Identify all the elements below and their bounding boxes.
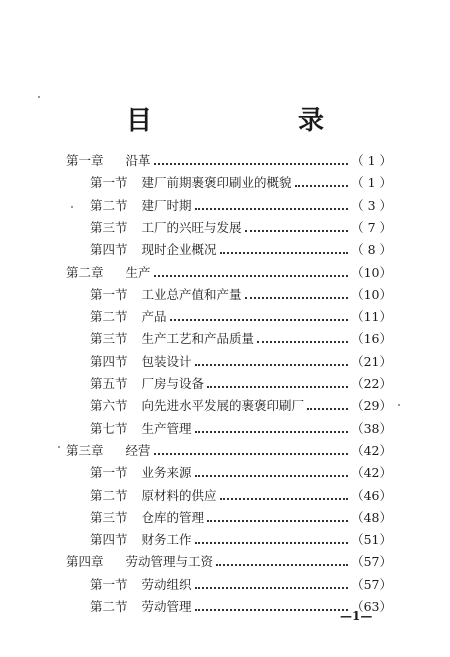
- toc-dot-leader: [295, 185, 349, 187]
- toc-entry-label: 第三节: [90, 509, 128, 525]
- toc-chapter-row: [66, 262, 392, 282]
- toc-dot-leader: [195, 609, 349, 611]
- toc-entry-title: 劳动组织: [141, 576, 192, 592]
- toc-dot-leader: [220, 252, 349, 254]
- toc-entry-label: 第二节: [90, 599, 128, 614]
- toc-entry-title: 厂房与设备: [141, 376, 205, 391]
- toc-dot-leader: [257, 341, 348, 343]
- toc-entry-title: 工业总产值和产量: [141, 286, 242, 302]
- toc-section-row: [90, 306, 392, 326]
- toc-entry-label: 第一节: [90, 286, 128, 302]
- toc-dot-leader: [154, 275, 349, 277]
- toc-dot-leader: [207, 520, 348, 522]
- toc-page-number: （ 1 ）: [351, 153, 392, 168]
- scan-speck: [71, 206, 73, 208]
- toc-page-number: （42）: [351, 442, 392, 458]
- scan-speck: [398, 404, 400, 406]
- toc-page-number: （10）: [351, 264, 392, 280]
- toc-page-number: （42）: [351, 465, 392, 481]
- toc-section-row: [90, 529, 392, 549]
- toc-entry-label: 第四节: [90, 353, 128, 369]
- toc-entry-title: 沿革: [125, 153, 151, 168]
- toc-page-number: （57）: [351, 576, 392, 592]
- toc-section-row: [90, 195, 392, 215]
- toc-section-row: [90, 351, 392, 371]
- toc-entry-title: 建厂前期裹褒印刷业的概貌: [141, 175, 292, 191]
- toc-chapter-row: [66, 551, 392, 571]
- toc-page-number: （46）: [351, 487, 392, 503]
- toc-dot-leader: [245, 230, 349, 232]
- toc-entry-title: 原材料的供应: [141, 487, 217, 503]
- toc-section-row: [90, 395, 392, 415]
- toc-entry-title: 财务工作: [141, 532, 192, 548]
- toc-page-number: （16）: [351, 331, 392, 347]
- toc-chapter-row: [66, 440, 392, 460]
- toc-dot-leader: [195, 475, 349, 477]
- toc-page-number: （ 8 ）: [351, 242, 392, 258]
- toc-page-number: （10）: [351, 286, 392, 302]
- toc-entry-title: 生产: [125, 264, 151, 280]
- toc-entry-title: 仓库的管理: [141, 509, 205, 525]
- toc-dot-leader: [195, 364, 349, 366]
- toc-entry-title: 生产工艺和产品质量: [141, 331, 255, 347]
- toc-page-number: （22）: [351, 376, 392, 391]
- toc-dot-leader: [170, 319, 349, 321]
- toc-page-number: （29）: [351, 398, 392, 414]
- toc-entry-title: 建厂时期: [141, 197, 192, 213]
- page-title: 目 录: [125, 106, 384, 136]
- toc-entry-label: 第三章: [66, 442, 104, 458]
- toc-page-number: （11）: [351, 309, 392, 325]
- toc-dot-leader: [307, 408, 348, 410]
- toc-page-number: （ 7 ）: [351, 219, 392, 235]
- scan-speck: [38, 96, 40, 98]
- toc-dot-leader: [154, 453, 349, 455]
- toc-entry-label: 第四节: [90, 532, 128, 548]
- toc-dot-leader: [207, 386, 348, 388]
- toc-entry-label: 第四节: [90, 242, 128, 258]
- toc-dot-leader: [195, 587, 349, 589]
- toc-entry-label: 第二章: [66, 264, 104, 280]
- toc-entry-title: 业务来源: [141, 465, 192, 481]
- toc-entry-label: 第三节: [90, 219, 128, 235]
- toc-entry-label: 第一章: [66, 153, 104, 168]
- toc-section-row: [90, 328, 392, 348]
- toc-page-number: （48）: [351, 509, 392, 525]
- toc-page-number: （ 1 ）: [351, 175, 392, 191]
- toc-entry-label: 第三节: [90, 331, 128, 347]
- toc-entry-label: 第五节: [90, 376, 128, 391]
- toc-section-row: [90, 507, 392, 527]
- toc-entry-label: 第二节: [90, 197, 128, 213]
- toc-page-number: （57）: [351, 554, 392, 570]
- toc-dot-leader: [195, 208, 349, 210]
- toc-entry-label: 第七节: [90, 420, 128, 436]
- toc-section-row: [90, 485, 392, 505]
- toc-entry-title: 向先进水平发展的裹褒印刷厂: [141, 398, 305, 414]
- toc-chapter-row: [66, 150, 392, 170]
- toc-entry-title: 包装设计: [141, 353, 192, 369]
- toc-entry-label: 第四章: [66, 554, 104, 570]
- toc-dot-leader: [154, 163, 349, 165]
- toc-page-number: （21）: [351, 353, 392, 369]
- toc-entry-title: 工厂的兴旺与发展: [141, 219, 242, 235]
- toc-dot-leader: [216, 564, 348, 566]
- toc-dot-leader: [195, 542, 349, 544]
- toc-entry-title: 劳动管理与工资: [125, 554, 214, 570]
- toc-page-number: （51）: [351, 532, 392, 548]
- toc-entry-label: 第一节: [90, 576, 128, 592]
- toc-section-row: [90, 239, 392, 259]
- toc-section-row: [90, 462, 392, 482]
- toc-entry-title: 经营: [125, 442, 151, 458]
- toc-entry-title: 现时企业概况: [141, 242, 217, 258]
- toc-page-number: （63）: [351, 599, 392, 614]
- toc-entry-title: 生产管理: [141, 420, 192, 436]
- toc-dot-leader: [220, 498, 349, 500]
- toc-section-row: [90, 574, 392, 594]
- toc-entry-label: 第一节: [90, 175, 128, 191]
- toc-section-row: [90, 373, 392, 393]
- scan-speck: [58, 446, 60, 448]
- toc-page-number: （38）: [351, 420, 392, 436]
- toc-entry-label: 第二节: [90, 487, 128, 503]
- toc-section-row: [90, 172, 392, 192]
- toc-section-row: [90, 217, 392, 237]
- toc-dot-leader: [245, 297, 349, 299]
- toc-section-row: [90, 284, 392, 304]
- toc-entry-label: 第一节: [90, 465, 128, 481]
- toc-entry-title: 劳动管理: [141, 599, 192, 614]
- toc-dot-leader: [195, 431, 349, 433]
- page-number-footer: —1—: [340, 609, 373, 623]
- toc-entry-label: 第六节: [90, 398, 128, 414]
- toc-section-row: [90, 418, 392, 438]
- toc-page-number: （ 3 ）: [351, 197, 392, 213]
- toc-entry-title: 产品: [141, 309, 167, 325]
- toc-entry-label: 第二节: [90, 309, 128, 325]
